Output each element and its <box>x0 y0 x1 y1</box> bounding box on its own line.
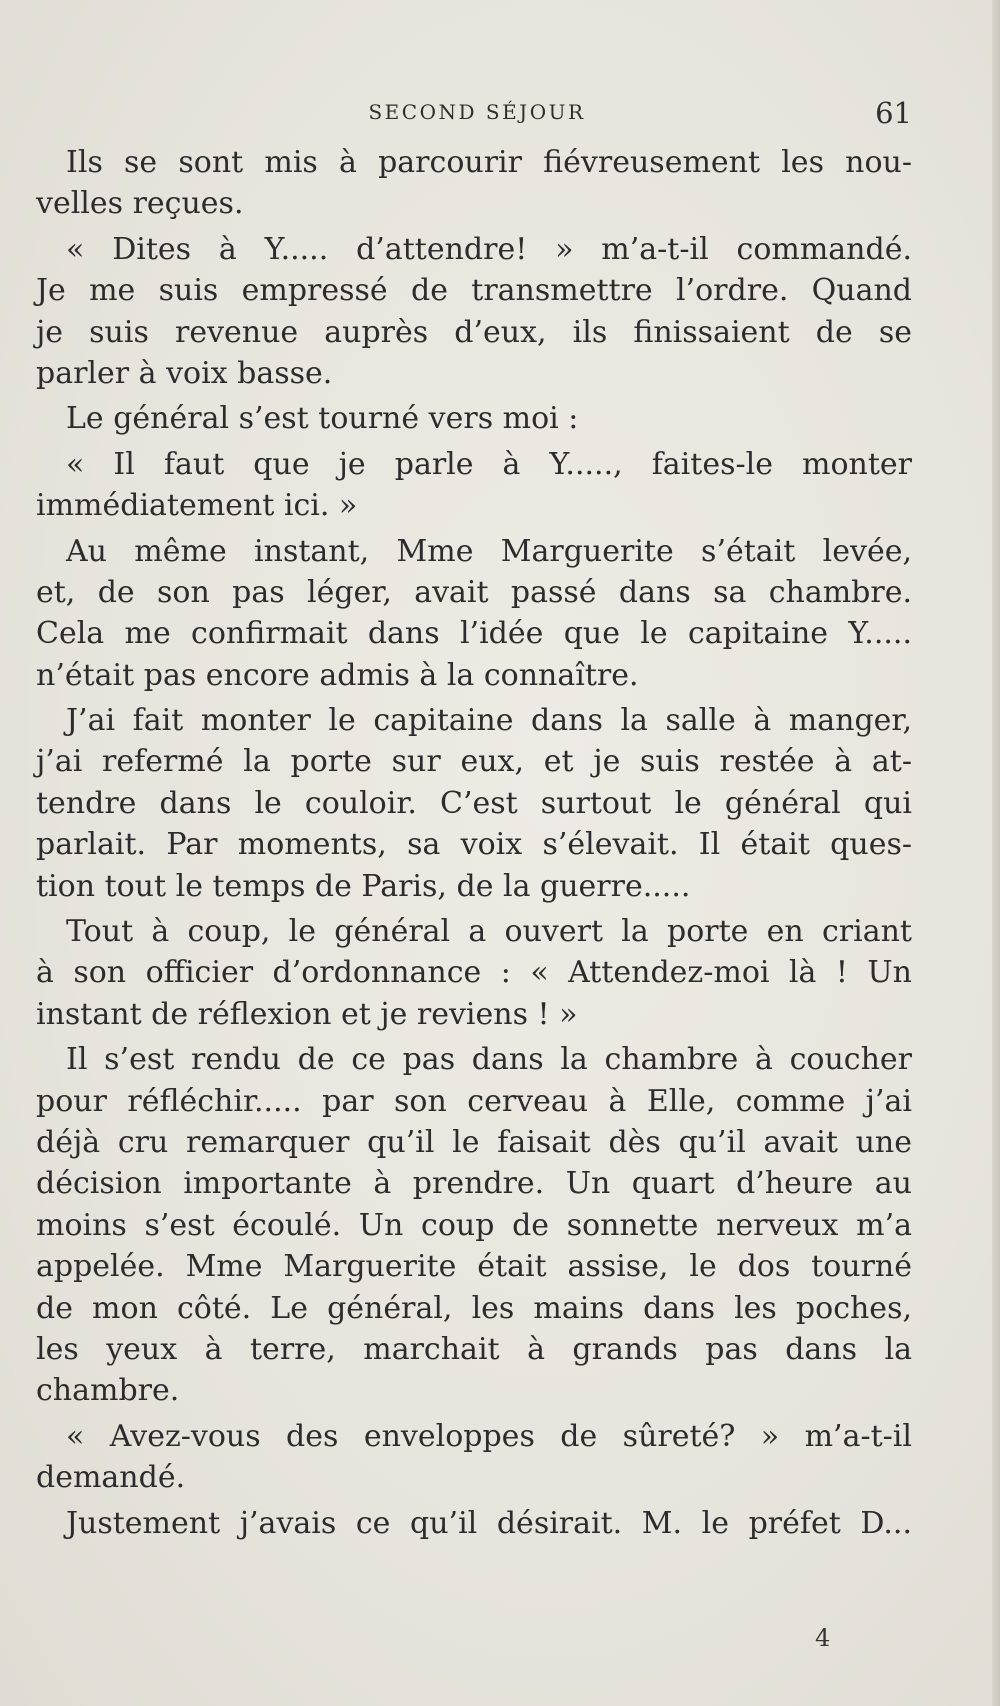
text-line: décision importante à prendre. Un quart d’heure au <box>36 1166 912 1202</box>
text-line: n’était pas encore admis à la connaître. <box>36 657 639 693</box>
text-line: « Avez-vous des enveloppes de sûreté? » m’a-t-il <box>66 1418 912 1454</box>
page-header <box>36 96 918 136</box>
text-line: Le général s’est tourné vers moi : <box>66 401 579 437</box>
text-line: de mon côté. Le général, les mains dans les poches, <box>36 1290 912 1326</box>
text-line: les yeux à terre, marchait à grands pas dans la <box>36 1331 912 1367</box>
text-line: immédiatement ici. » <box>36 488 358 524</box>
text-line: Je me suis empressé de transmettre l’ordre. Quand <box>36 273 912 309</box>
signature-mark: 4 <box>815 1624 831 1652</box>
text-line: parler à voix basse. <box>36 355 333 391</box>
body-text <box>36 142 912 1544</box>
text-line: déjà cru remarquer qu’il le faisait dès qu’il avait une <box>36 1124 912 1160</box>
running-title: SECOND SÉJOUR <box>368 100 586 124</box>
text-line: Tout à coup, le général a ouvert la porte en criant <box>66 914 912 950</box>
text-line: « Dites à Y..... d’attendre! » m’a-t-il commandé. <box>66 231 912 267</box>
text-line: Ils se sont mis à parcourir fiévreusement les nou- <box>66 145 912 180</box>
text-line: velles reçues. <box>36 186 244 222</box>
text-line: tendre dans le couloir. C’est surtout le général qui <box>36 785 912 821</box>
page-edge <box>992 0 1000 1706</box>
text-line: Au même instant, Mme Marguerite s’était levée, <box>66 533 912 569</box>
text-line: et, de son pas léger, avait passé dans sa chambre. <box>36 574 912 610</box>
text-line: je suis revenue auprès d’eux, ils finissaient de se <box>36 314 912 350</box>
text-line: pour réfléchir..... par son cerveau à Elle, comme j’ai <box>36 1083 912 1119</box>
page-number: 61 <box>875 96 912 130</box>
text-line: « Il faut que je parle à Y....., faites-le monter <box>66 446 912 482</box>
text-line: Justement j’avais ce qu’il désirait. M. le préfet D... <box>66 1505 912 1541</box>
text-line: j’ai refermé la porte sur eux, et je suis restée à at- <box>36 744 912 780</box>
text-line: J’ai fait monter le capitaine dans la salle à manger, <box>66 703 912 739</box>
text-line: moins s’est écoulé. Un coup de sonnette nerveux m’a <box>36 1207 912 1243</box>
text-line: Il s’est rendu de ce pas dans la chambre à coucher <box>66 1042 912 1078</box>
text-line: appelée. Mme Marguerite était assise, le dos tourné <box>36 1249 912 1285</box>
text-line: chambre. <box>36 1373 180 1409</box>
text-line: Cela me confirmait dans l’idée que le capitaine Y..... <box>36 616 912 652</box>
text-line: tion tout le temps de Paris, de la guerre..... <box>36 868 691 904</box>
text-line: parlait. Par moments, sa voix s’élevait. Il était ques- <box>36 827 912 863</box>
text-line: instant de réflexion et je reviens ! » <box>36 996 578 1032</box>
text-line: demandé. <box>36 1460 186 1496</box>
text-line: à son officier d’ordonnance : « Attendez-moi là ! Un <box>36 955 912 991</box>
